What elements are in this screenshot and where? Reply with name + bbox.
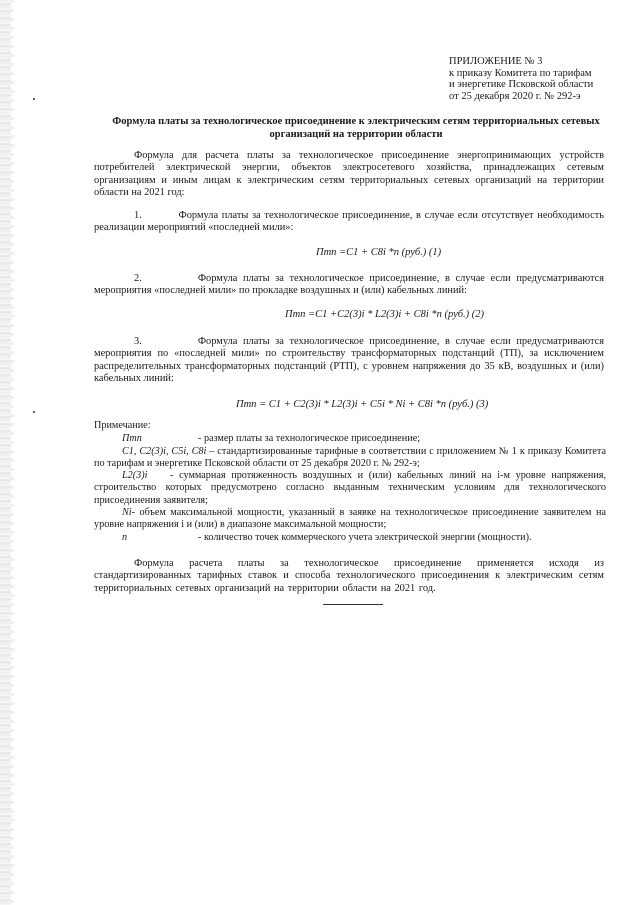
note-1-text: - размер платы за технологическое присоединение; — [198, 433, 421, 444]
item-2-number: 2. — [134, 273, 142, 284]
appendix-line-2: к приказу Комитета по тарифам — [449, 67, 592, 79]
note-3-text: - суммарная протяженность воздушных и (или) кабельных линий на i-м уровне напряжения, строительство которых предусмотрено согласно выданным техническим условиям для технологического присоединения заявителя; — [94, 470, 606, 506]
note-4-text: - объем максимальной мощности, указанный в заявке на технологическое присоединение заявителем на уровне напряжения i и (или) в диапазоне максимальной мощности; — [94, 507, 606, 531]
document-title: Формула платы за технологическое присоединение к электрическим сетям территориальных сетевых организаций на территории области — [112, 116, 600, 140]
note-1 — [94, 433, 606, 445]
formula-1 — [316, 247, 441, 258]
note-3-symbol: L2(3)i — [122, 470, 148, 481]
item-1-text: Формула платы за технологическое присоединение, в случае если отсутствует необходимость реализации мероприятий «последней мили»: — [94, 210, 604, 234]
note-5-symbol: n — [122, 532, 128, 543]
end-rule — [323, 604, 383, 605]
formula-1-text: Птп =C1 + С8i *n (руб.) (1) — [316, 247, 442, 258]
note-2-text: – стандартизированные тарифные в соответствии с приложением № 1 к приказу Комитета по тарифам и энергетике Псковской области от 25 декабря 2020 г. № 292-э; — [94, 446, 607, 470]
appendix-line-4: от 25 декабря 2020 г. № 292-э — [449, 90, 581, 102]
scan-speck — [33, 411, 35, 413]
item-3-number: 3. — [134, 336, 142, 347]
appendix-line-1: ПРИЛОЖЕНИЕ № 3 — [449, 56, 543, 67]
note-3 — [94, 470, 606, 507]
item-3-paragraph — [94, 336, 604, 386]
closing-paragraph: Формула расчета платы за технологическое присоединение применяется исходя из стандартизированных тарифных ставок и способа технологического присоединения к электрическим сетям территориальных сетевых организаций на территории области на 2021 год. — [94, 558, 604, 594]
note-1-symbol: Птп — [122, 433, 142, 444]
notes-heading: Примечание: — [94, 420, 151, 431]
note-2 — [94, 446, 606, 471]
note-5 — [94, 532, 606, 544]
formula-2-text: Птп =C1 +C2(3)i * L2(3)i + С8i *n (руб.) (2) — [285, 309, 485, 320]
formula-2 — [285, 309, 484, 320]
item-1-number: 1. — [134, 210, 142, 221]
appendix-header — [449, 56, 629, 102]
scan-edge — [0, 0, 11, 905]
formula-3-text: Птп = C1 + C2(3)i * L2(3)i + C5i * Ni + С8i *n (руб.) (3) — [236, 399, 489, 410]
item-3-text: Формула платы за технологическое присоединение, в случае если предусматриваются мероприятия по «последней мили» по строительству трансформаторных подстанций (ТП), за исключением распределительных трансформаторных подстанций (РТП), с уровнем напряжения до 35 кВ, воздушных и (или) кабельных линий: — [94, 336, 605, 385]
item-1-paragraph — [94, 210, 604, 235]
item-2-text: Формула платы за технологическое присоединение, в случае если предусматриваются мероприятия «последней мили» по прокладке воздушных и (или) кабельных линий: — [94, 273, 605, 297]
note-4-symbol: Ni — [122, 507, 132, 518]
formula-3 — [236, 399, 488, 410]
note-2-symbol: C1, C2(3)i, C5i, С8i — [122, 446, 207, 457]
intro-paragraph: Формула для расчета платы за технологическое присоединение энергопринимающих устройств потребителей электрической энергии, объектов электросетевого хозяйства, принадлежащих сетевым организациям и иным лицам к электрическим сетям территориальных сетевых организаций на территории области на 2021 год: — [94, 150, 604, 199]
note-4 — [94, 507, 606, 532]
scan-speck — [33, 98, 35, 100]
appendix-line-3: и энергетике Псковской области — [449, 79, 594, 91]
scan-edge-shadow — [11, 0, 14, 905]
note-5-text: - количество точек коммерческого учета электрической энергии (мощности). — [198, 532, 532, 543]
item-2-paragraph — [94, 273, 604, 298]
